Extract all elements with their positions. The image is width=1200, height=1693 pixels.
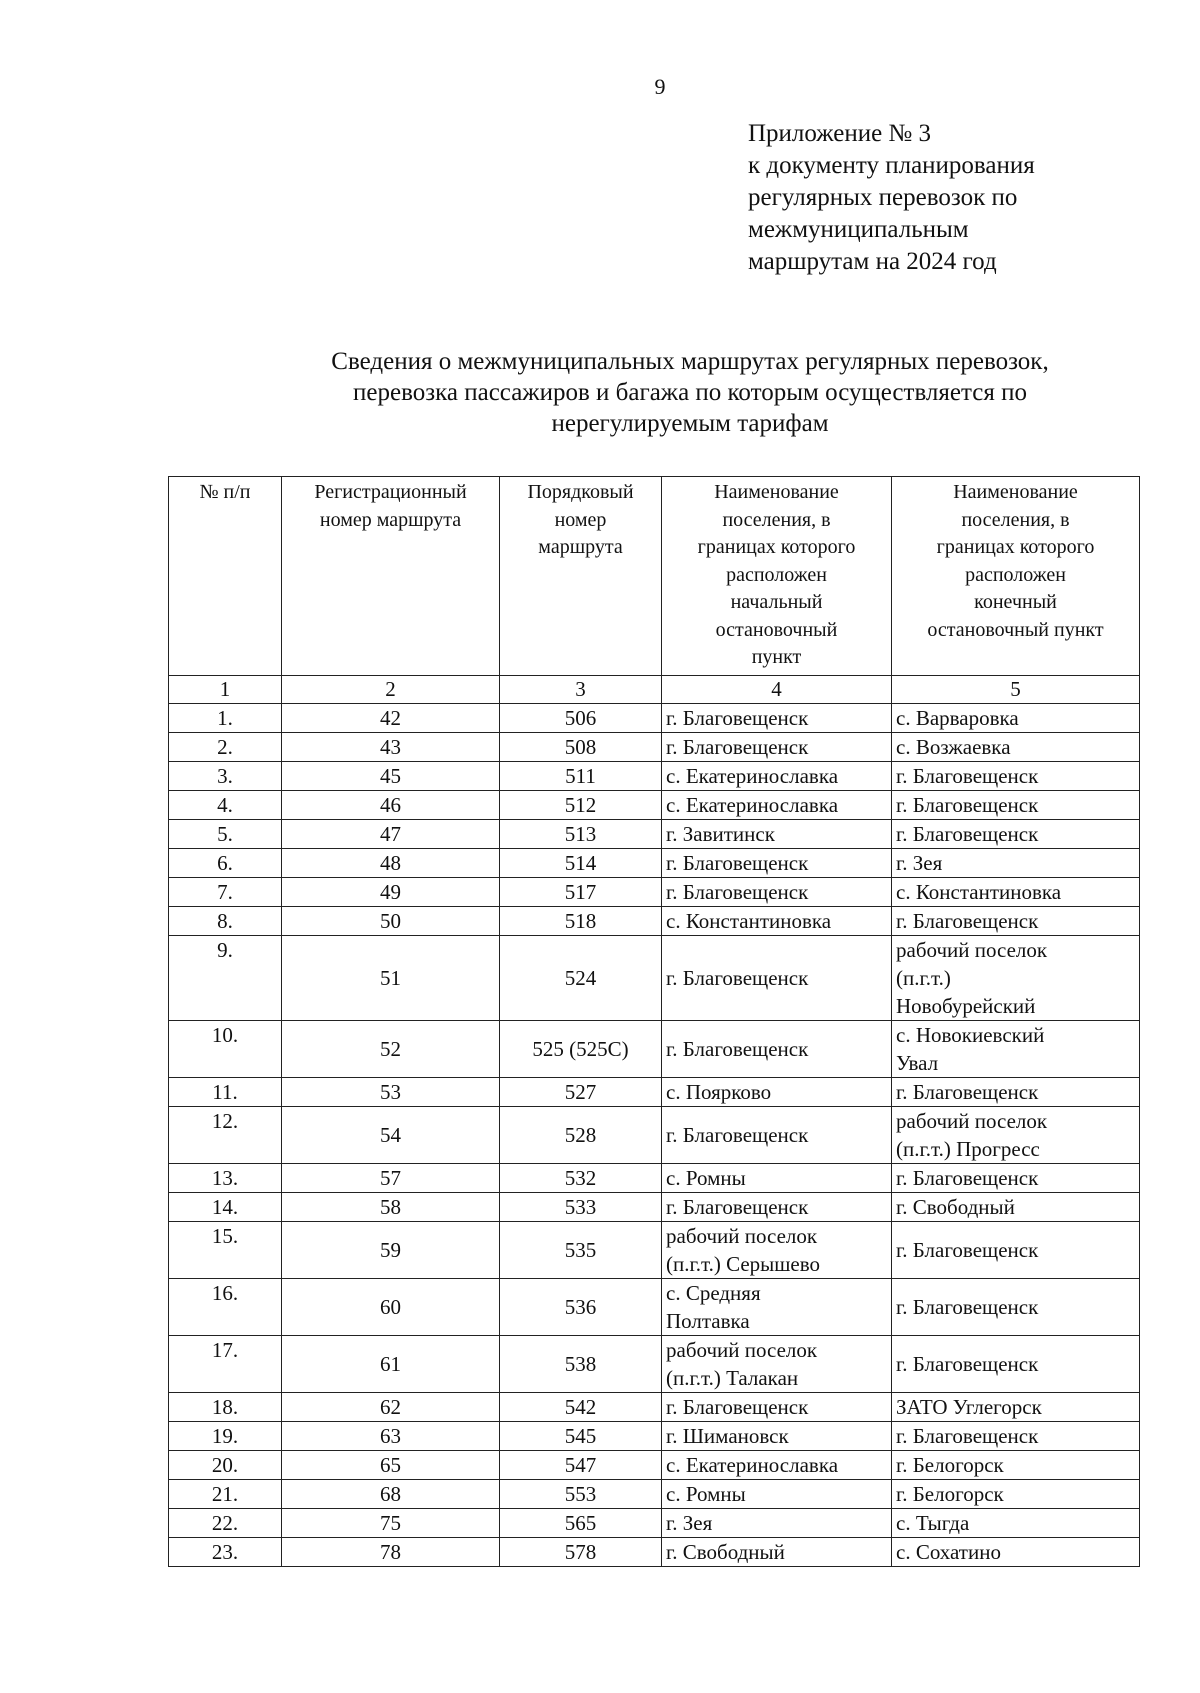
end-settlement-cell: [892, 849, 1140, 878]
column-header-line: номер маршрута: [319, 508, 462, 531]
column-header: [169, 477, 282, 676]
table-row: [169, 878, 1140, 907]
settlement-line: (п.г.т.) Серышево: [666, 1252, 821, 1276]
ordinal-number-cell: 512: [500, 791, 662, 820]
ordinal-number-cell: 536: [500, 1279, 662, 1336]
start-settlement-cell: [662, 1393, 892, 1422]
end-settlement-cell: [892, 907, 1140, 936]
end-settlement-cell: [892, 1021, 1140, 1078]
row-number-cell: 4.: [169, 791, 282, 820]
end-settlement-cell: [892, 1480, 1140, 1509]
registration-number-cell: 60: [282, 1279, 500, 1336]
settlement-line: с. Новокиевский: [896, 1023, 1045, 1047]
column-header-line: поселения, в: [722, 508, 831, 531]
settlement-line: г. Зея: [666, 1511, 713, 1535]
ordinal-number-cell: 547: [500, 1451, 662, 1480]
document-title: [230, 346, 1150, 439]
row-number-cell: 8.: [169, 907, 282, 936]
end-settlement-cell: [892, 936, 1140, 1021]
settlement-line: с. Екатеринославка: [666, 764, 839, 788]
settlement-line: г. Благовещенск: [896, 1166, 1039, 1190]
settlement-line: г. Белогорск: [896, 1453, 1004, 1477]
column-header-line: Наименование: [953, 481, 1078, 503]
registration-number-cell: 58: [282, 1193, 500, 1222]
table-row: [169, 1078, 1140, 1107]
settlement-line: с. Ромны: [666, 1166, 746, 1190]
column-header-line: конечный: [974, 591, 1057, 613]
settlement-line: г. Благовещенск: [896, 1238, 1039, 1262]
registration-number-cell: 49: [282, 878, 500, 907]
settlement-line: с. Средняя: [666, 1281, 761, 1305]
row-number-cell: 6.: [169, 849, 282, 878]
row-number-cell: 15.: [169, 1222, 282, 1279]
table-row: [169, 762, 1140, 791]
end-settlement-cell: [892, 1538, 1140, 1567]
settlement-line: г. Благовещенск: [666, 851, 809, 875]
ordinal-number-cell: 518: [500, 907, 662, 936]
settlement-line: рабочий поселок: [666, 1224, 818, 1248]
ordinal-number-cell: 532: [500, 1164, 662, 1193]
registration-number-cell: 51: [282, 936, 500, 1021]
title-line: перевозка пассажиров и багажа по которым осуществляется по: [353, 379, 1027, 406]
table-row: [169, 791, 1140, 820]
settlement-line: Новобурейский: [896, 994, 1036, 1018]
end-settlement-cell: [892, 1451, 1140, 1480]
table-row: [169, 849, 1140, 878]
ordinal-number-cell: 553: [500, 1480, 662, 1509]
column-number: 1: [169, 676, 282, 704]
ordinal-number-cell: 545: [500, 1422, 662, 1451]
table-row: [169, 1393, 1140, 1422]
registration-number-cell: 52: [282, 1021, 500, 1078]
row-number-cell: 20.: [169, 1451, 282, 1480]
settlement-line: г. Зея: [896, 851, 943, 875]
settlement-line: Увал: [896, 1051, 939, 1075]
settlement-line: г. Шимановск: [666, 1424, 789, 1448]
registration-number-cell: 42: [282, 704, 500, 733]
settlement-line: с. Константиновка: [896, 880, 1062, 904]
ordinal-number-cell: 525 (525С): [500, 1021, 662, 1078]
start-settlement-cell: [662, 733, 892, 762]
column-header-line: Порядковый: [527, 481, 634, 503]
start-settlement-cell: [662, 1107, 892, 1164]
row-number-cell: 3.: [169, 762, 282, 791]
registration-number-cell: 48: [282, 849, 500, 878]
ordinal-number-cell: 578: [500, 1538, 662, 1567]
column-number-row: [169, 676, 1140, 704]
column-header: [892, 477, 1140, 676]
settlement-line: г. Свободный: [896, 1195, 1015, 1219]
column-header-line: Регистрационный: [314, 481, 467, 503]
column-header-line: маршрута: [538, 536, 623, 558]
start-settlement-cell: [662, 1078, 892, 1107]
ordinal-number-cell: 514: [500, 849, 662, 878]
start-settlement-cell: [662, 1336, 892, 1393]
settlement-line: (п.г.т.) Прогресс: [896, 1137, 1040, 1161]
start-settlement-cell: [662, 1509, 892, 1538]
end-settlement-cell: [892, 791, 1140, 820]
row-number-cell: 9.: [169, 936, 282, 1021]
ordinal-number-cell: 535: [500, 1222, 662, 1279]
row-number-cell: 10.: [169, 1021, 282, 1078]
column-header: [500, 477, 662, 676]
ordinal-number-cell: 528: [500, 1107, 662, 1164]
end-settlement-cell: [892, 1078, 1140, 1107]
settlement-line: г. Благовещенск: [666, 1123, 809, 1147]
column-header-line: границах которого: [936, 536, 1095, 558]
registration-number-cell: 78: [282, 1538, 500, 1567]
settlement-line: г. Благовещенск: [666, 706, 809, 730]
end-settlement-cell: [892, 1509, 1140, 1538]
table-row: [169, 1509, 1140, 1538]
registration-number-cell: 62: [282, 1393, 500, 1422]
end-settlement-cell: [892, 820, 1140, 849]
end-settlement-cell: [892, 1279, 1140, 1336]
end-settlement-cell: [892, 1107, 1140, 1164]
routes-table: [168, 476, 1140, 1567]
table-row: [169, 1451, 1140, 1480]
table-row: [169, 1336, 1140, 1393]
ordinal-number-cell: 527: [500, 1078, 662, 1107]
settlement-line: Полтавка: [666, 1309, 750, 1333]
column-header-line: Наименование: [714, 481, 839, 503]
row-number-cell: 17.: [169, 1336, 282, 1393]
column-header-line: границах которого: [697, 536, 856, 558]
start-settlement-cell: [662, 1279, 892, 1336]
start-settlement-cell: [662, 878, 892, 907]
row-number-cell: 21.: [169, 1480, 282, 1509]
appendix-line: Приложение № 3: [748, 120, 932, 147]
settlement-line: с. Ромны: [666, 1482, 746, 1506]
settlement-line: г. Благовещенск: [666, 966, 809, 990]
registration-number-cell: 61: [282, 1336, 500, 1393]
ordinal-number-cell: 508: [500, 733, 662, 762]
column-header-line: расположен: [726, 563, 827, 586]
settlement-line: рабочий поселок: [666, 1338, 818, 1362]
settlement-line: г. Белогорск: [896, 1482, 1004, 1506]
column-number: 3: [500, 676, 662, 704]
column-header: [662, 477, 892, 676]
end-settlement-cell: [892, 733, 1140, 762]
ordinal-number-cell: 533: [500, 1193, 662, 1222]
ordinal-number-cell: 542: [500, 1393, 662, 1422]
table-row: [169, 1164, 1140, 1193]
settlement-line: г. Благовещенск: [666, 880, 809, 904]
ordinal-number-cell: 517: [500, 878, 662, 907]
column-number: 4: [662, 676, 892, 704]
end-settlement-cell: [892, 1422, 1140, 1451]
row-number-cell: 7.: [169, 878, 282, 907]
column-header: [282, 477, 500, 676]
start-settlement-cell: [662, 762, 892, 791]
table-row: [169, 820, 1140, 849]
row-number-cell: 22.: [169, 1509, 282, 1538]
page-number: 9: [654, 74, 666, 99]
ordinal-number-cell: 524: [500, 936, 662, 1021]
registration-number-cell: 53: [282, 1078, 500, 1107]
start-settlement-cell: [662, 1164, 892, 1193]
ordinal-number-cell: 565: [500, 1509, 662, 1538]
end-settlement-cell: [892, 762, 1140, 791]
registration-number-cell: 59: [282, 1222, 500, 1279]
settlement-line: г. Завитинск: [666, 822, 775, 846]
settlement-line: г. Свободный: [666, 1540, 785, 1564]
registration-number-cell: 65: [282, 1451, 500, 1480]
ordinal-number-cell: 506: [500, 704, 662, 733]
settlement-line: г. Благовещенск: [896, 1295, 1039, 1319]
appendix-line: к документу планирования: [748, 152, 1035, 179]
table-row: [169, 1279, 1140, 1336]
table-row: [169, 704, 1140, 733]
start-settlement-cell: [662, 704, 892, 733]
end-settlement-cell: [892, 878, 1140, 907]
start-settlement-cell: [662, 820, 892, 849]
appendix-note: [748, 118, 1035, 278]
registration-number-cell: 47: [282, 820, 500, 849]
column-header-line: остановочный: [715, 618, 838, 641]
row-number-cell: 12.: [169, 1107, 282, 1164]
row-number-cell: 23.: [169, 1538, 282, 1567]
end-settlement-cell: [892, 1164, 1140, 1193]
start-settlement-cell: [662, 791, 892, 820]
settlement-line: г. Благовещенск: [666, 1395, 809, 1419]
table-row: [169, 733, 1140, 762]
settlement-line: с. Сохатино: [896, 1540, 1001, 1564]
settlement-line: рабочий поселок: [896, 938, 1048, 962]
end-settlement-cell: [892, 1193, 1140, 1222]
row-number-cell: 16.: [169, 1279, 282, 1336]
table-row: [169, 1422, 1140, 1451]
start-settlement-cell: [662, 1193, 892, 1222]
table-row: [169, 1538, 1140, 1567]
registration-number-cell: 68: [282, 1480, 500, 1509]
settlement-line: с. Возжаевка: [896, 735, 1011, 759]
registration-number-cell: 43: [282, 733, 500, 762]
end-settlement-cell: [892, 1336, 1140, 1393]
settlement-line: (п.г.т.): [896, 966, 951, 990]
row-number-cell: 5.: [169, 820, 282, 849]
settlement-line: с. Екатеринославка: [666, 1453, 839, 1477]
row-number-cell: 2.: [169, 733, 282, 762]
column-header-line: начальный: [730, 591, 823, 613]
appendix-line: регулярных перевозок по: [748, 184, 1018, 211]
settlement-line: ЗАТО Углегорск: [896, 1395, 1042, 1419]
row-number-cell: 1.: [169, 704, 282, 733]
settlement-line: с. Тыгда: [896, 1511, 970, 1535]
start-settlement-cell: [662, 936, 892, 1021]
table-row: [169, 1480, 1140, 1509]
settlement-line: г. Благовещенск: [896, 909, 1039, 933]
row-number-cell: 14.: [169, 1193, 282, 1222]
settlement-line: г. Благовещенск: [666, 1195, 809, 1219]
table-header-row: [169, 477, 1140, 676]
registration-number-cell: 45: [282, 762, 500, 791]
title-line: Сведения о межмуниципальных маршрутах регулярных перевозок,: [331, 348, 1049, 375]
column-header-line: поселения, в: [961, 508, 1070, 531]
column-header-line: пункт: [751, 646, 802, 668]
table-row: [169, 936, 1140, 1021]
settlement-line: с. Константиновка: [666, 909, 832, 933]
ordinal-number-cell: 513: [500, 820, 662, 849]
settlement-line: с. Екатеринославка: [666, 793, 839, 817]
settlement-line: (п.г.т.) Талакан: [666, 1366, 799, 1390]
column-header-line: остановочный пункт: [927, 618, 1104, 641]
settlement-line: с. Варваровка: [896, 706, 1019, 730]
settlement-line: с. Поярково: [666, 1080, 772, 1104]
start-settlement-cell: [662, 1480, 892, 1509]
start-settlement-cell: [662, 1021, 892, 1078]
settlement-line: г. Благовещенск: [666, 1037, 809, 1061]
column-header-line: расположен: [965, 563, 1066, 586]
settlement-line: г. Благовещенск: [896, 822, 1039, 846]
table-row: [169, 1222, 1140, 1279]
column-number: 2: [282, 676, 500, 704]
start-settlement-cell: [662, 1222, 892, 1279]
appendix-line: межмуниципальным: [748, 216, 969, 243]
end-settlement-cell: [892, 704, 1140, 733]
start-settlement-cell: [662, 1451, 892, 1480]
start-settlement-cell: [662, 1422, 892, 1451]
settlement-line: г. Благовещенск: [896, 1424, 1039, 1448]
table-row: [169, 907, 1140, 936]
ordinal-number-cell: 538: [500, 1336, 662, 1393]
settlement-line: г. Благовещенск: [896, 764, 1039, 788]
row-number-cell: 11.: [169, 1078, 282, 1107]
start-settlement-cell: [662, 849, 892, 878]
column-header-line: № п/п: [199, 481, 251, 503]
end-settlement-cell: [892, 1393, 1140, 1422]
settlement-line: г. Благовещенск: [896, 1352, 1039, 1376]
row-number-cell: 19.: [169, 1422, 282, 1451]
settlement-line: г. Благовещенск: [666, 735, 809, 759]
appendix-line: маршрутам на 2024 год: [748, 248, 997, 275]
table-row: [169, 1021, 1140, 1078]
column-number: 5: [892, 676, 1140, 704]
ordinal-number-cell: 511: [500, 762, 662, 791]
registration-number-cell: 46: [282, 791, 500, 820]
settlement-line: рабочий поселок: [896, 1109, 1048, 1133]
registration-number-cell: 57: [282, 1164, 500, 1193]
table-row: [169, 1107, 1140, 1164]
start-settlement-cell: [662, 907, 892, 936]
end-settlement-cell: [892, 1222, 1140, 1279]
column-header-line: номер: [554, 508, 607, 531]
settlement-line: г. Благовещенск: [896, 793, 1039, 817]
title-line: нерегулируемым тарифам: [551, 410, 829, 437]
row-number-cell: 18.: [169, 1393, 282, 1422]
registration-number-cell: 63: [282, 1422, 500, 1451]
registration-number-cell: 54: [282, 1107, 500, 1164]
registration-number-cell: 75: [282, 1509, 500, 1538]
settlement-line: г. Благовещенск: [896, 1080, 1039, 1104]
row-number-cell: 13.: [169, 1164, 282, 1193]
start-settlement-cell: [662, 1538, 892, 1567]
registration-number-cell: 50: [282, 907, 500, 936]
table-row: [169, 1193, 1140, 1222]
